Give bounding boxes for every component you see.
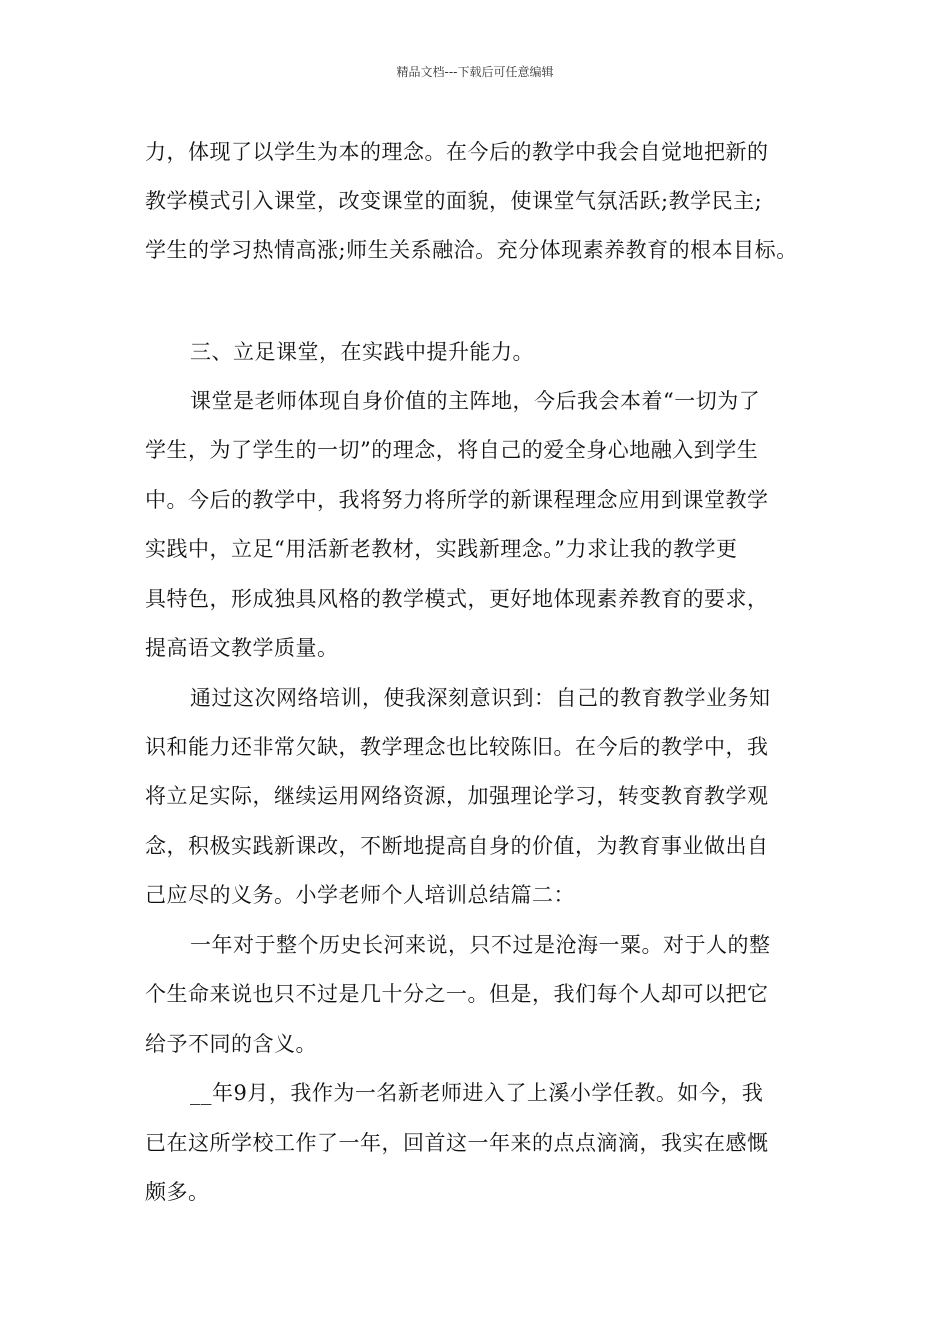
text-line: 学生的学习热情高涨;师生关系融洽。充分体现素养教育的根本目标。 xyxy=(145,238,798,262)
text-line: 力，体现了以学生为本的理念。在今后的教学中我会自觉地把新的 xyxy=(145,140,769,164)
page-header: 精品文档---下载后可任意编辑 xyxy=(396,65,554,79)
text-line: 将立足实际，继续运用网络资源，加强理论学习，转变教育教学观 xyxy=(145,784,769,808)
text-line: 个生命来说也只不过是几十分之一。但是，我们每个人却可以把它 xyxy=(145,982,769,1006)
text-line: 学生，为了学生的一切”的理念，将自己的爱全身心地融入到学生 xyxy=(145,438,759,462)
text-line: 提高语文教学质量。 xyxy=(145,636,339,660)
text-line: 颇多。 xyxy=(145,1180,210,1204)
text-line: 教学模式引入课堂，改变课堂的面貌，使课堂气氛活跃;教学民主; xyxy=(145,189,763,213)
text-line: 念，积极实践新课改，不断地提高自身的价值，为教育事业做出自 xyxy=(145,834,769,858)
text-line: __年9月，我作为一名新老师进入了上溪小学任教。如今，我 xyxy=(190,1081,764,1105)
section-heading: 三、立足课堂，在实践中提升能力。 xyxy=(190,340,534,364)
text-line: 通过这次网络培训，使我深刻意识到：自己的教育教学业务知 xyxy=(190,686,771,710)
text-line: 己应尽的义务。小学老师个人培训总结篇二： xyxy=(145,883,575,907)
text-line: 给予不同的含义。 xyxy=(145,1032,317,1056)
text-line: 已在这所学校工作了一年，回首这一年来的点点滴滴，我实在感慨 xyxy=(145,1131,769,1155)
text-line: 实践中，立足“用活新老教材，实践新理念。”力求让我的教学更 xyxy=(145,537,738,561)
text-line: 识和能力还非常欠缺，教学理念也比较陈旧。在今后的教学中，我 xyxy=(145,735,769,759)
text-line: 一年对于整个历史长河来说，只不过是沧海一粟。对于人的整 xyxy=(190,933,771,957)
text-line: 课堂是老师体现自身价值的主阵地，今后我会本着“一切为了 xyxy=(190,389,761,413)
text-line: 具特色，形成独具风格的教学模式，更好地体现素养教育的要求， xyxy=(145,587,769,611)
text-line: 中。今后的教学中，我将努力将所学的新课程理念应用到课堂教学 xyxy=(145,488,769,512)
